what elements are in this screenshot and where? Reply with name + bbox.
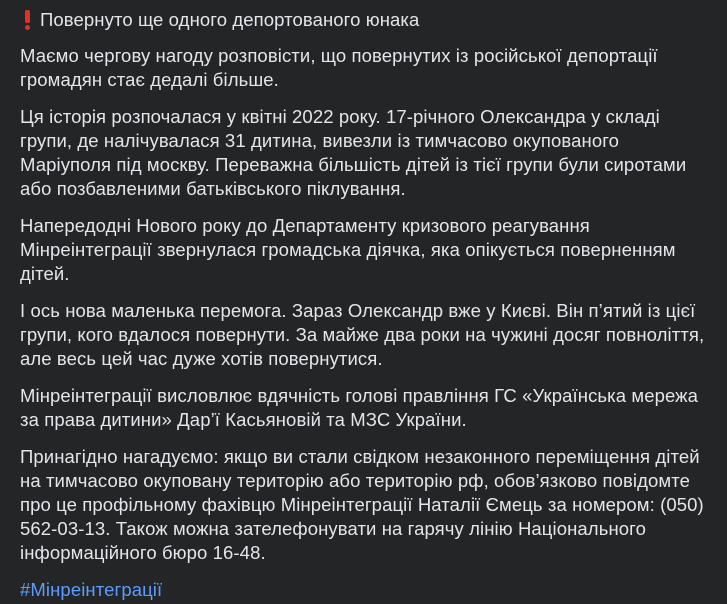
- post-paragraph-2: Ця історія розпочалася у квітні 2022 року. 17-річного Олександра у складі групи, де налічувалася 31 дитина, вивезли із тимчасово окупованого Маріуполя під москву. Переважна більшість дітей із тієї групи були сиротами або позбавленими батьківського піклування.: [20, 106, 687, 199]
- post-paragraph-1: Маємо чергову нагоду розповісти, що повернутих із російської депортації громадян стає дедалі більше.: [20, 45, 658, 90]
- post-paragraph-4: І ось нова маленька перемога. Зараз Олександр вже у Києві. Він п’ятий із цієї групи, кого вдалося повернути. За майже два роки на чужині досяг повноліття, але весь цей час дуже хотів повернутися.: [20, 300, 705, 369]
- hashtag-link[interactable]: #Мінреінтеграції: [20, 579, 163, 600]
- post-paragraph-3: Напередодні Нового року до Департаменту кризового реагування Мінреінтеграції звернулася громадська діячка, яка опікується поверненням дітей.: [20, 215, 676, 284]
- red-exclamation-icon: [20, 10, 34, 30]
- post-paragraph-5: Мінреінтеграції висловлює вдячність голові правління ГС «Українська мережа за права дитини» Дар’ї Касьяновій та МЗС України.: [20, 385, 699, 430]
- post-title: Повернуто ще одного депортованого юнака: [40, 9, 420, 30]
- post-paragraph-6: Принагідно нагадуємо: якщо ви стали свідком незаконного переміщення дітей на тимчасово окуповану територію або територію рф, обов’язково повідомте про це профільному фахівцю Мінреінтеграції Наталії Ємець за номером: (050) 562-03-13. Також можна зателефонувати на гарячу лінію Національного інформаційного бюро 16-48.: [20, 446, 704, 563]
- post-title-line: [20, 8, 711, 32]
